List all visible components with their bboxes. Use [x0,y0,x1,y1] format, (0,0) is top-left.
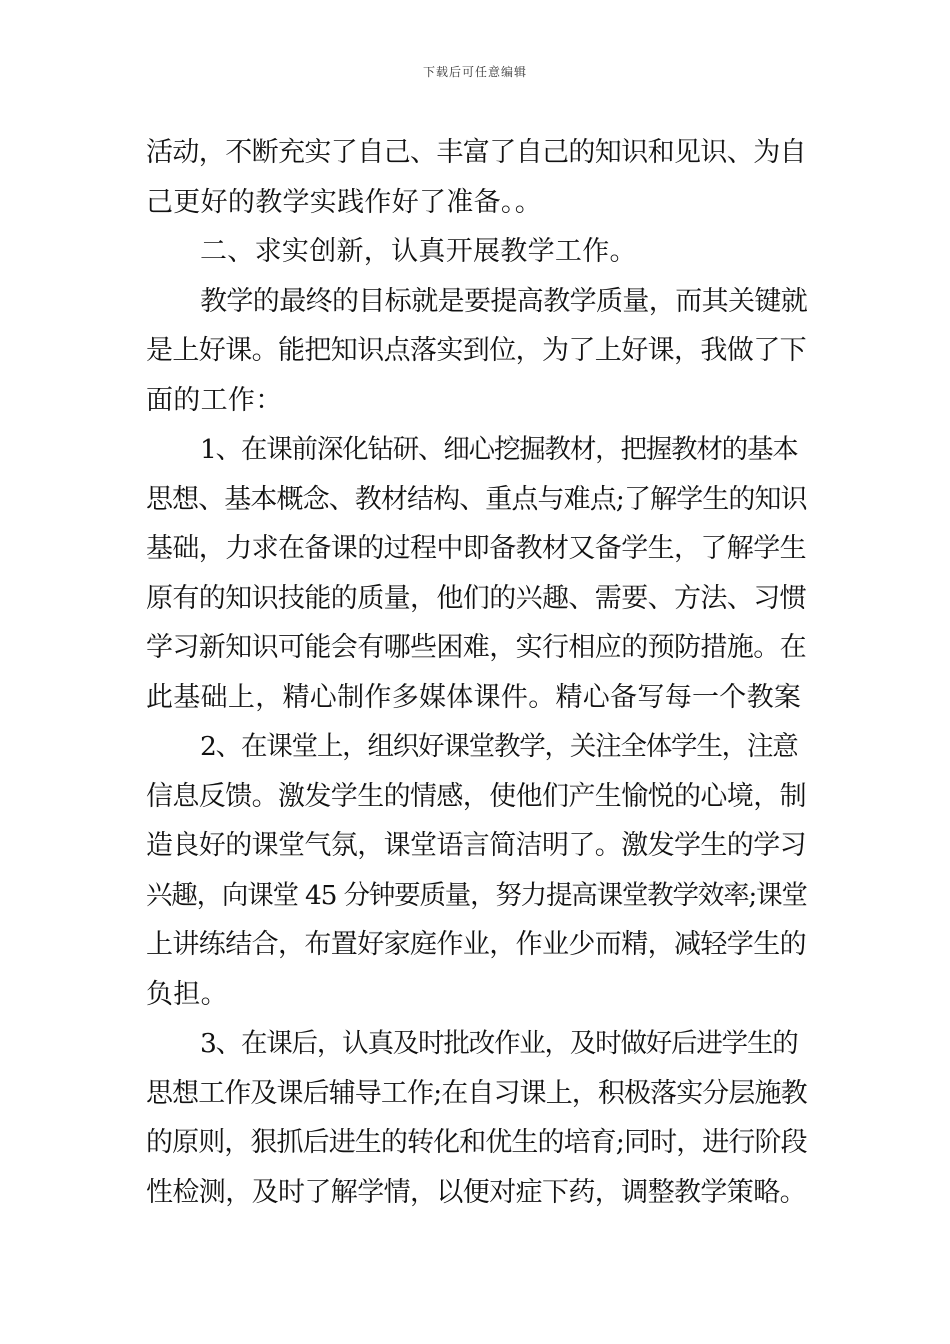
text-line: 思想工作及课后辅导工作;在自习课上，积极落实分层施教 [146,1077,807,1109]
text-line: 思想、基本概念、教材结构、重点与难点;了解学生的知识 [146,483,807,515]
text-line: 造良好的课堂气氛，课堂语言简洁明了。激发学生的学习 [146,830,806,861]
text-line: 的原则，狠抓后进生的转化和优生的培育;同时，进行阶段 [146,1127,807,1158]
text-line: 2、在课堂上，组织好课堂教学，关注全体学生，注意 [200,731,798,762]
text-line: 信息反馈。激发学生的情感，使他们产生愉悦的心境，制 [146,780,806,812]
text-line: 3、在课后，认真及时批改作业，及时做好后进学生的 [200,1028,798,1059]
text-line: 性检测，及时了解学情，以便对症下药，调整教学策略。 [146,1176,806,1208]
text-line: 活动，不断充实了自己、丰富了自己的知识和见识、为自 [146,137,806,168]
text-line: 兴趣，向课堂 45 分钟要质量，努力提高课堂教学效率;课堂 [146,879,807,911]
text-line: 此基础上，精心制作多媒体课件。精心备写每一个教案 [146,681,802,713]
text-line: 二、求实创新，认真开展教学工作。 [200,236,637,267]
text-line: 1、在课前深化钻研、细心挖掘教材，把握教材的基本 [200,434,798,465]
text-line: 学习新知识可能会有哪些困难，实行相应的预防措施。在 [146,632,806,663]
text-line: 己更好的教学实践作好了准备。。 [146,186,542,218]
page-header: 下载后可任意编辑 [422,65,527,79]
text-line: 上讲练结合，布置好家庭作业，作业少而精，减轻学生的 [146,929,806,960]
text-line: 教学的最终的目标就是要提高教学质量，而其关键就 [200,285,808,317]
text-line: 面的工作： [146,384,283,416]
document-body [146,128,808,1217]
text-line: 负担。 [146,978,228,1010]
text-line: 是上好课。能把知识点落实到位，为了上好课，我做了下 [146,335,806,366]
text-line: 基础，力求在备课的过程中即备教材又备学生，了解学生 [146,533,806,564]
text-line: 原有的知识技能的质量，他们的兴趣、需要、方法、习惯 [146,582,806,614]
